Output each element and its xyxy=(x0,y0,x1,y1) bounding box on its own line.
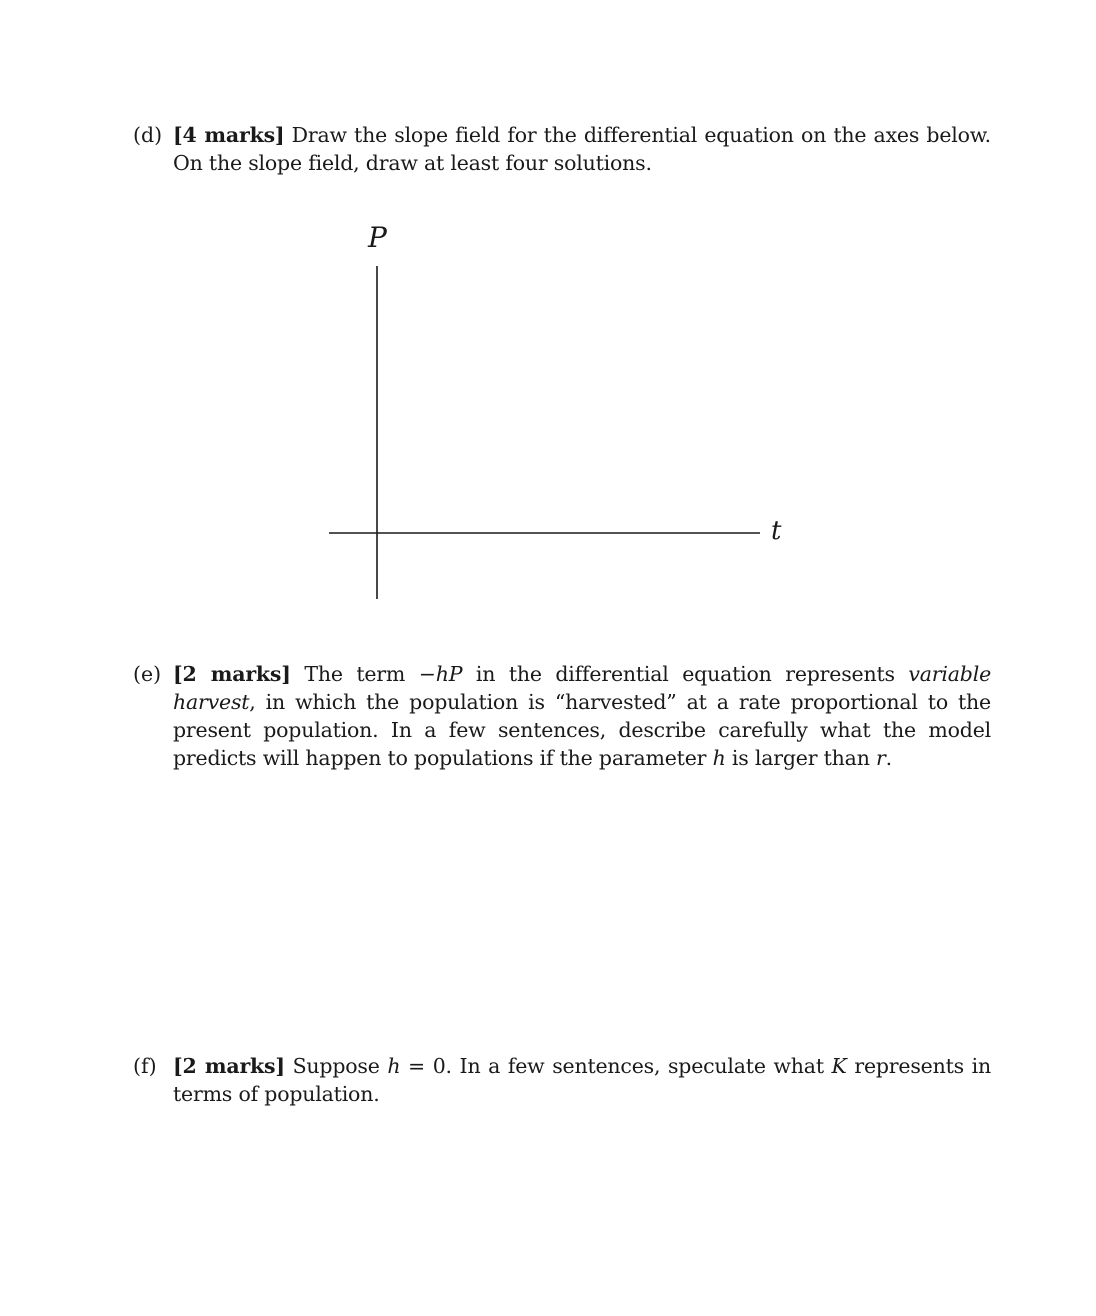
text-segment: , in which the population is “harvested” at a rate proportional to the present population. In a few sentences, describe carefully what the model predicts will happen to populations if the parameter xyxy=(173,690,991,770)
text-segment: in the differential equation represents xyxy=(462,662,909,686)
emphasis-text: variable harvest xyxy=(173,662,991,714)
text-segment: Suppose xyxy=(292,1054,388,1078)
math-expression: −hP xyxy=(418,662,463,686)
marks-badge: [2 marks] xyxy=(173,662,291,686)
math-variable: h xyxy=(387,1054,401,1078)
math-variable: K xyxy=(831,1054,847,1078)
text-segment: is larger than xyxy=(725,746,877,770)
question-body: Draw the slope field for the differential equation on the axes below. On the slope field, draw at least four solutions. xyxy=(173,123,991,175)
math-variable: r xyxy=(876,746,886,770)
question-d xyxy=(133,121,991,177)
question-text xyxy=(173,121,991,177)
question-text xyxy=(173,660,991,772)
question-text xyxy=(173,1052,991,1108)
t-axis-label: t xyxy=(771,516,782,546)
question-e xyxy=(133,660,991,772)
text-segment: = 0. In a few sentences, speculate what xyxy=(400,1054,832,1078)
question-label: (f) xyxy=(133,1054,157,1078)
question-label: (e) xyxy=(133,662,162,686)
marks-badge: [4 marks] xyxy=(173,123,285,147)
blank-axes[interactable] xyxy=(320,220,800,610)
marks-badge: [2 marks] xyxy=(173,1054,285,1078)
question-f xyxy=(133,1052,991,1108)
text-segment: represents in terms of population. xyxy=(173,1054,991,1106)
p-axis-label: P xyxy=(368,221,387,254)
text-segment: . xyxy=(885,746,892,770)
math-variable: h xyxy=(712,746,726,770)
axes-svg xyxy=(320,220,800,610)
text-segment: The term xyxy=(304,662,419,686)
question-label: (d) xyxy=(133,123,163,147)
